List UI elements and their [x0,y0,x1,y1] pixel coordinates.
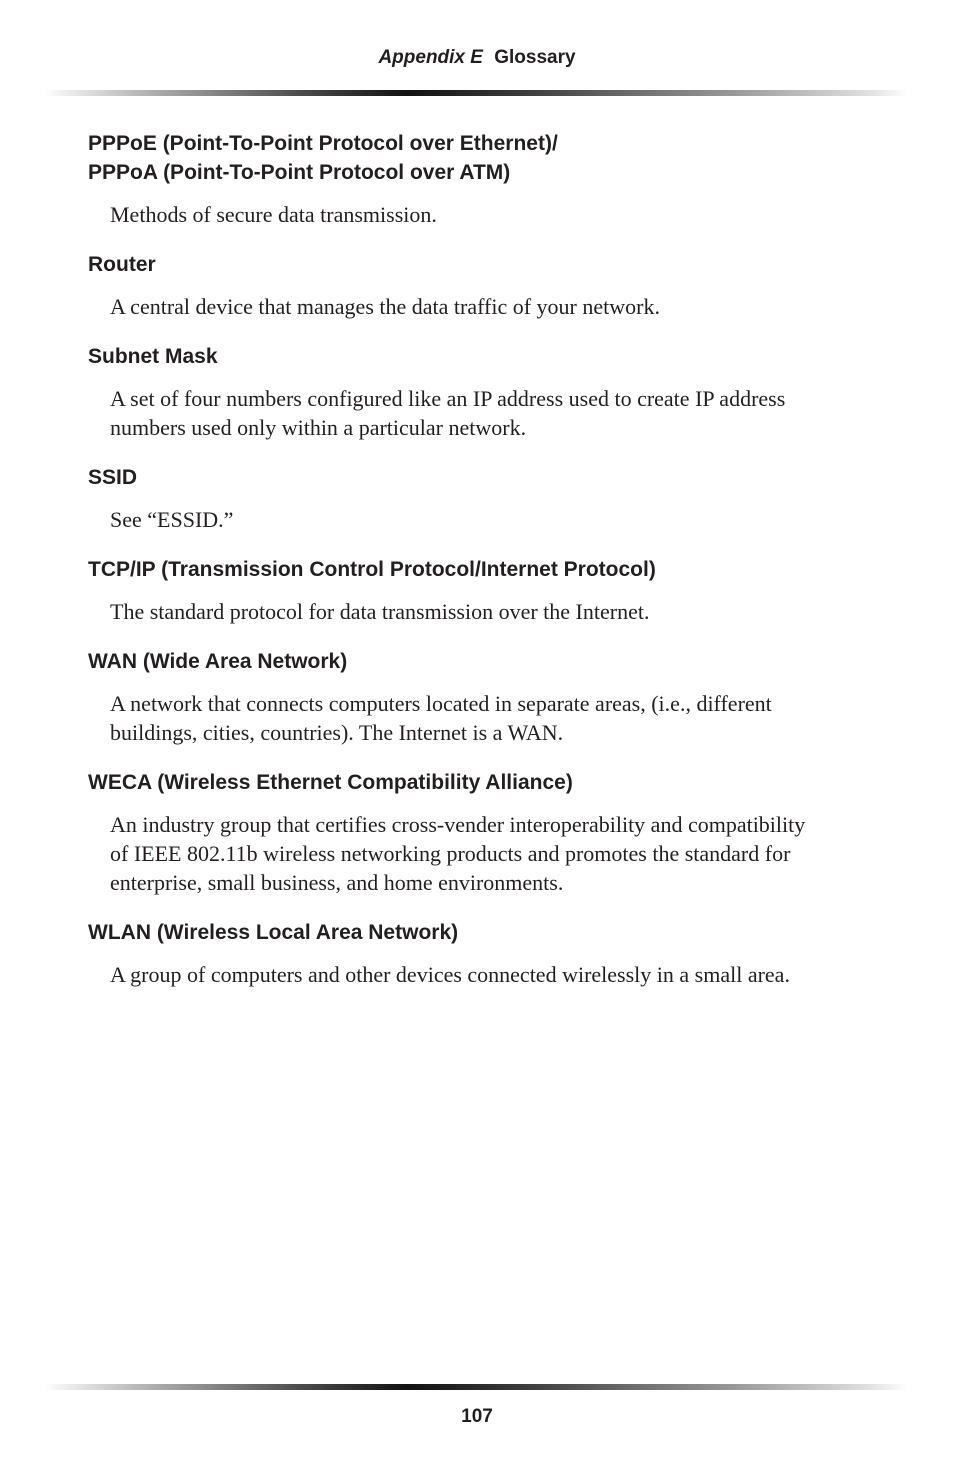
glossary-term: TCP/IP (Transmission Control Protocol/Internet Protocol) [88,558,656,581]
glossary-entry-ssid [88,463,878,534]
glossary-definition: An industry group that certifies cross-vender interoperability and compatibility of IEEE 802.11b wireless networking products and promotes the standard for enterprise, small business, and home environments. [110,812,806,895]
page-number: 107 [461,1406,493,1427]
glossary-definition: The standard protocol for data transmission over the Internet. [110,599,650,624]
glossary-definition: Methods of secure data transmission. [110,202,437,227]
glossary-entry-subnet-mask [88,342,878,442]
glossary-definition: A set of four numbers configured like an IP address used to create IP address numbers used only within a particular network. [110,386,786,440]
glossary-term: WAN (Wide Area Network) [88,650,348,673]
glossary-entry-tcp-ip [88,555,878,626]
footer-divider [44,1384,908,1390]
glossary-term: Router [88,253,156,276]
glossary-term: WECA (Wireless Ethernet Compatibility Alliance) [88,771,573,794]
glossary-definition: A group of computers and other devices connected wirelessly in a small area. [110,962,790,987]
glossary-entry-wan [88,647,878,747]
section-title: Glossary [494,47,576,68]
glossary-entry-weca [88,768,878,897]
header-divider [44,90,908,96]
glossary-term: WLAN (Wireless Local Area Network) [88,921,459,944]
glossary-definition: A network that connects computers located in separate areas, (i.e., different buildings, cities, countries). The Internet is a WAN. [110,691,772,745]
glossary-entry-pppoe [88,129,878,229]
glossary-term: PPPoE (Point-To-Point Protocol over Ethernet)/ PPPoA (Point-To-Point Protocol over ATM) [88,132,558,184]
appendix-label: Appendix E [378,47,483,68]
glossary-definition: See “ESSID.” [110,507,234,532]
glossary-entry-wlan [88,918,878,989]
glossary-entry-router [88,250,878,321]
glossary-term: Subnet Mask [88,345,218,368]
glossary-list [88,129,878,1010]
glossary-term: SSID [88,466,138,489]
glossary-definition: A central device that manages the data traffic of your network. [110,294,660,319]
page-header [0,46,954,70]
